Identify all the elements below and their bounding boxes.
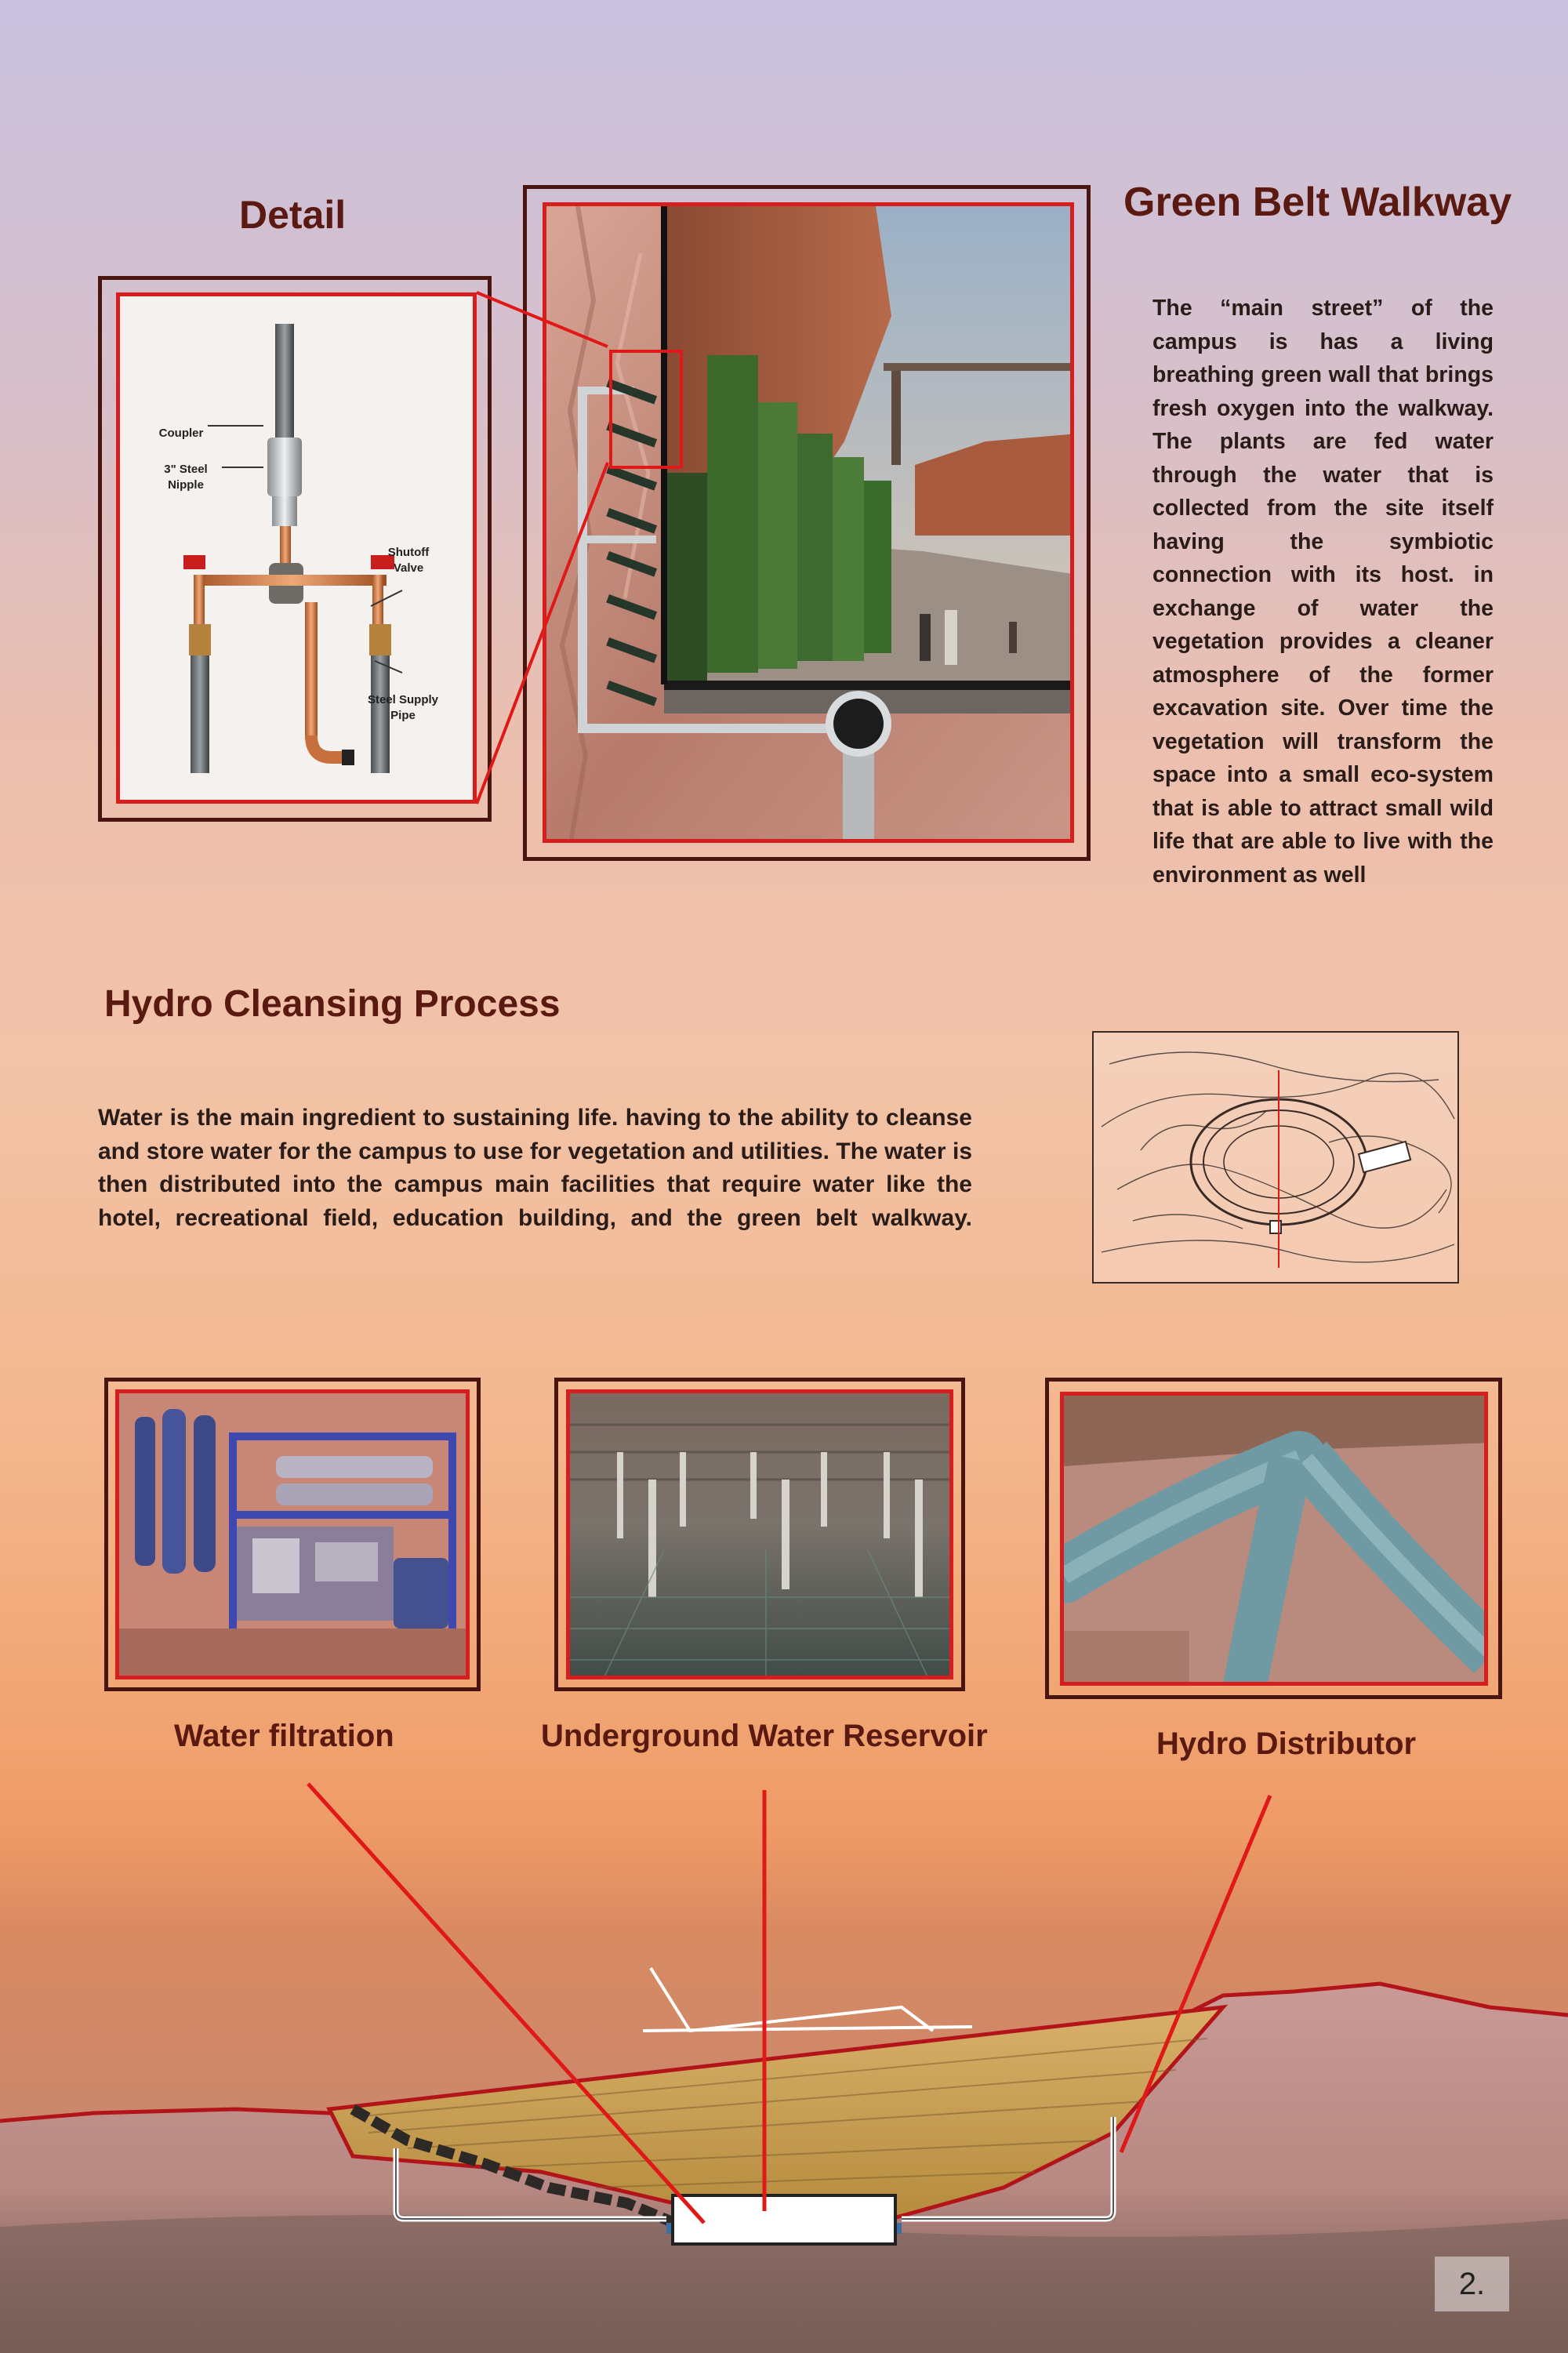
caption-hydro-distributor: Hydro Distributor: [1156, 1727, 1417, 1761]
nipple-label-line2: Nipple: [168, 478, 204, 492]
hydro-description: Water is the main ingredient to sustaining life. having to the ability to cleanse and store water for the campus to use for vegetation and utilities. The water is then distributed into the campus main facilities that require water like the hotel, recreational field, education building, and the green belt walkway.: [98, 1105, 972, 1231]
coupler-label: Coupler: [158, 427, 204, 440]
green-belt-title: Green Belt Walkway: [1123, 180, 1512, 225]
caption-water-filtration: Water filtration: [174, 1719, 394, 1753]
shutoff-label-line1: Shutoff: [387, 546, 430, 559]
caption-underground-reservoir: Underground Water Reservoir: [541, 1719, 988, 1753]
shutoff-label-line2: Valve: [393, 561, 424, 575]
supply-label-line1: Steel Supply: [367, 693, 439, 706]
hydro-title: Hydro Cleansing Process: [104, 983, 561, 1025]
nipple-label-line1: 3" Steel: [164, 463, 208, 476]
page-number: 2.: [1435, 2257, 1509, 2311]
supply-label-line2: Pipe: [390, 709, 416, 722]
detail-title: Detail: [239, 193, 347, 237]
green-belt-description: The “main street” of the campus is has a living breathing green wall that brings fresh oxygen into the walkway. The plants are fed water through the water that is collected from the site itself having the symbiotic connection with its host. in exchange of water the vegetation provides a cleaner atmosphere of the former excavation site. Over time the vegetation will transform the space into a small eco-system that is able to attract small wild life that are able to live with the environment as well: [1152, 296, 1494, 888]
